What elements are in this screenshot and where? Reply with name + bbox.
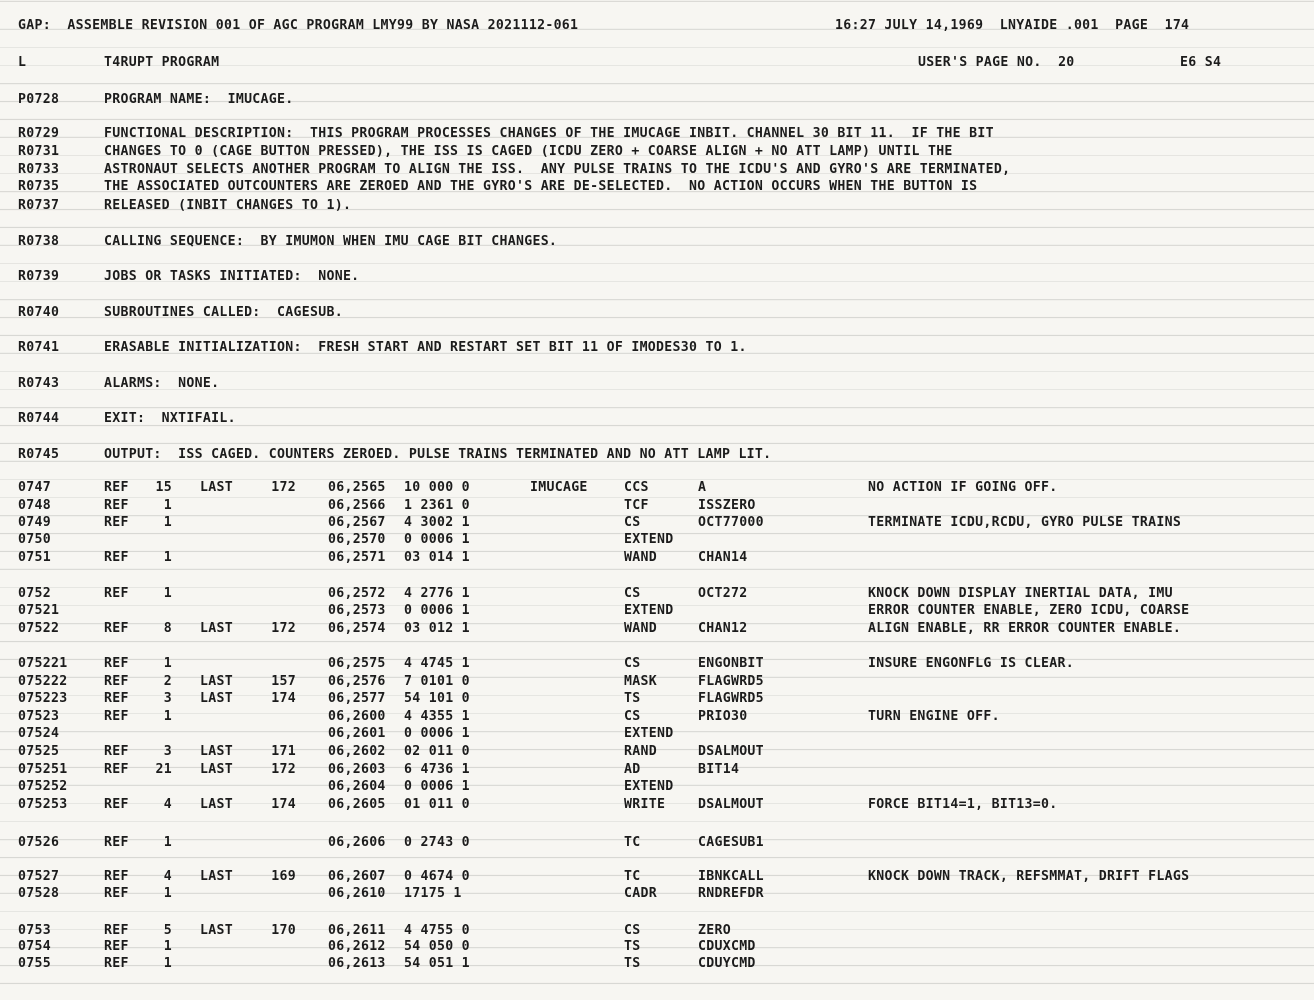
ref-tag: REF <box>104 886 129 901</box>
opcode: CADR <box>624 886 657 901</box>
listing-line-number: 0753 <box>18 923 51 938</box>
description-text: THE ASSOCIATED OUTCOUNTERS ARE ZEROED AND THE GYRO'S ARE DE-SELECTED. NO ACTION OCCURS WHEN THE BUTTON IS <box>104 179 978 194</box>
operand: OCT272 <box>698 586 748 601</box>
listing-row <box>0 938 1314 956</box>
description-line <box>0 375 1314 393</box>
ref-tag: REF <box>104 744 129 759</box>
opcode: EXTEND <box>624 726 674 741</box>
operand: DSALMOUT <box>698 744 764 759</box>
listing-line-number: 07528 <box>18 886 60 901</box>
ref-count: 1 <box>163 550 172 565</box>
opcode: TS <box>624 956 641 971</box>
memory-address: 06,2601 <box>328 726 386 741</box>
ref-tag: REF <box>104 498 129 513</box>
operand: CDUYCMD <box>698 956 756 971</box>
operand: ENGONBIT <box>698 656 764 671</box>
opcode: CS <box>624 515 641 530</box>
ref-count: 1 <box>163 515 172 530</box>
ref-tag: REF <box>104 674 129 689</box>
description-line <box>0 91 1314 109</box>
comment: KNOCK DOWN TRACK, REFSMMAT, DRIFT FLAGS <box>868 869 1190 884</box>
opcode: TS <box>624 691 641 706</box>
section-title: T4RUPT PROGRAM <box>104 55 220 70</box>
opcode: CS <box>624 586 641 601</box>
ref-count: 4 <box>163 869 172 884</box>
operand: DSALMOUT <box>698 797 764 812</box>
ref-count: 3 <box>163 744 172 759</box>
ref-tag: REF <box>104 621 129 636</box>
ref-count: 1 <box>163 498 172 513</box>
listing-row <box>0 761 1314 779</box>
line-number: R0735 <box>18 179 60 194</box>
operand: A <box>698 480 707 495</box>
last-tag: LAST <box>200 923 233 938</box>
description-text: PROGRAM NAME: IMUCAGE. <box>104 92 294 107</box>
opcode: MASK <box>624 674 657 689</box>
e6-marker: E6 S4 <box>1180 55 1222 70</box>
octal-word: 1 2361 0 <box>404 498 470 513</box>
octal-word: 03 012 1 <box>404 621 470 636</box>
listing-line-number: 0754 <box>18 939 51 954</box>
listing-line-number: 075222 <box>18 674 68 689</box>
listing-line-number: 075253 <box>18 797 68 812</box>
memory-address: 06,2610 <box>328 886 386 901</box>
comment: FORCE BIT14=1, BIT13=0. <box>868 797 1058 812</box>
octal-word: 4 4355 1 <box>404 709 470 724</box>
listing-row <box>0 479 1314 497</box>
listing-row <box>0 531 1314 549</box>
octal-word: 6 4736 1 <box>404 762 470 777</box>
octal-word: 03 014 1 <box>404 550 470 565</box>
operand: PRIO30 <box>698 709 748 724</box>
ref-count: 1 <box>163 835 172 850</box>
comment: TERMINATE ICDU,RCDU, GYRO PULSE TRAINS <box>868 515 1182 530</box>
octal-word: 7 0101 0 <box>404 674 470 689</box>
description-line <box>0 233 1314 251</box>
last-tag: LAST <box>200 621 233 636</box>
last-ref-page: 171 <box>271 744 296 759</box>
listing-line-number: 07527 <box>18 869 60 884</box>
octal-word: 0 0006 1 <box>404 726 470 741</box>
listing-row <box>0 673 1314 691</box>
listing-line-number: 0750 <box>18 532 51 547</box>
comment: ALIGN ENABLE, RR ERROR COUNTER ENABLE. <box>868 621 1182 636</box>
description-line <box>0 410 1314 428</box>
listing-line-number: 07526 <box>18 835 60 850</box>
listing-row <box>0 602 1314 620</box>
octal-word: 10 000 0 <box>404 480 470 495</box>
comment: TURN ENGINE OFF. <box>868 709 1000 724</box>
listing-row <box>0 796 1314 814</box>
symbol-label: IMUCAGE <box>530 480 588 495</box>
memory-address: 06,2607 <box>328 869 386 884</box>
opcode: TCF <box>624 498 649 513</box>
opcode: CS <box>624 656 641 671</box>
listing-row <box>0 655 1314 673</box>
memory-address: 06,2600 <box>328 709 386 724</box>
last-ref-page: 169 <box>271 869 296 884</box>
listing-row <box>0 885 1314 903</box>
last-tag: LAST <box>200 744 233 759</box>
ref-count: 1 <box>163 886 172 901</box>
comment: NO ACTION IF GOING OFF. <box>868 480 1058 495</box>
opcode: EXTEND <box>624 603 674 618</box>
ref-tag: REF <box>104 480 129 495</box>
last-tag: LAST <box>200 691 233 706</box>
subheader-line <box>0 54 1314 72</box>
description-line <box>0 268 1314 286</box>
ref-count: 4 <box>163 797 172 812</box>
ref-count: 15 <box>155 480 172 495</box>
ref-count: 1 <box>163 586 172 601</box>
listing-row <box>0 955 1314 973</box>
last-tag: LAST <box>200 762 233 777</box>
octal-word: 0 4674 0 <box>404 869 470 884</box>
octal-word: 4 2776 1 <box>404 586 470 601</box>
octal-word: 4 4745 1 <box>404 656 470 671</box>
ref-count: 1 <box>163 709 172 724</box>
description-text: ALARMS: NONE. <box>104 376 220 391</box>
listing-row <box>0 514 1314 532</box>
ref-tag: REF <box>104 709 129 724</box>
listing-line-number: 07524 <box>18 726 60 741</box>
line-number: R0740 <box>18 305 60 320</box>
description-text: EXIT: NXTIFAIL. <box>104 411 236 426</box>
description-text: ASTRONAUT SELECTS ANOTHER PROGRAM TO ALIGN THE ISS. ANY PULSE TRAINS TO THE ICDU'S AND GYRO'S ARE TERMINATED, <box>104 162 1011 177</box>
opcode: TC <box>624 835 641 850</box>
octal-word: 4 4755 0 <box>404 923 470 938</box>
description-line <box>0 197 1314 215</box>
line-number: R0733 <box>18 162 60 177</box>
listing-row <box>0 497 1314 515</box>
opcode: AD <box>624 762 641 777</box>
listing-line-number: 0747 <box>18 480 51 495</box>
operand: CAGESUB1 <box>698 835 764 850</box>
octal-word: 0 0006 1 <box>404 779 470 794</box>
listing-line-number: 075223 <box>18 691 68 706</box>
opcode: TC <box>624 869 641 884</box>
memory-address: 06,2572 <box>328 586 386 601</box>
listing-line-number: 0748 <box>18 498 51 513</box>
last-ref-page: 172 <box>271 480 296 495</box>
line-number: R0739 <box>18 269 60 284</box>
opcode: WAND <box>624 621 657 636</box>
memory-address: 06,2565 <box>328 480 386 495</box>
operand: IBNKCALL <box>698 869 764 884</box>
listing-line-number: 07522 <box>18 621 60 636</box>
listing-row <box>0 868 1314 886</box>
opcode: RAND <box>624 744 657 759</box>
description-line <box>0 143 1314 161</box>
ref-count: 21 <box>155 762 172 777</box>
description-line <box>0 178 1314 196</box>
description-text: JOBS OR TASKS INITIATED: NONE. <box>104 269 360 284</box>
operand: BIT14 <box>698 762 740 777</box>
ref-tag: REF <box>104 956 129 971</box>
assembly-title: GAP: ASSEMBLE REVISION 001 OF AGC PROGRAM LMY99 BY NASA 2021112-061 <box>18 18 579 33</box>
last-ref-page: 172 <box>271 762 296 777</box>
ref-tag: REF <box>104 586 129 601</box>
listing-line-number: 0755 <box>18 956 51 971</box>
ref-tag: REF <box>104 939 129 954</box>
last-ref-page: 172 <box>271 621 296 636</box>
memory-address: 06,2573 <box>328 603 386 618</box>
operand: ISSZERO <box>698 498 756 513</box>
description-text: SUBROUTINES CALLED: CAGESUB. <box>104 305 343 320</box>
memory-address: 06,2574 <box>328 621 386 636</box>
operand: CDUXCMD <box>698 939 756 954</box>
last-ref-page: 174 <box>271 797 296 812</box>
listing-row <box>0 620 1314 638</box>
operand: ZERO <box>698 923 731 938</box>
memory-address: 06,2567 <box>328 515 386 530</box>
opcode: CS <box>624 923 641 938</box>
comment: INSURE ENGONFLG IS CLEAR. <box>868 656 1074 671</box>
last-ref-page: 170 <box>271 923 296 938</box>
ref-tag: REF <box>104 515 129 530</box>
listing-line-number: 075221 <box>18 656 68 671</box>
line-number: R0741 <box>18 340 60 355</box>
listing-row <box>0 743 1314 761</box>
memory-address: 06,2575 <box>328 656 386 671</box>
memory-address: 06,2577 <box>328 691 386 706</box>
listing-row <box>0 778 1314 796</box>
octal-word: 0 0006 1 <box>404 603 470 618</box>
description-text: FUNCTIONAL DESCRIPTION: THIS PROGRAM PROCESSES CHANGES OF THE IMUCAGE INBIT. CHANNEL 30 BIT 11. IF THE BIT <box>104 126 994 141</box>
ref-tag: REF <box>104 835 129 850</box>
memory-address: 06,2570 <box>328 532 386 547</box>
listing-row <box>0 690 1314 708</box>
opcode: EXTEND <box>624 532 674 547</box>
header-line <box>0 17 1314 35</box>
description-line <box>0 304 1314 322</box>
octal-word: 54 051 1 <box>404 956 470 971</box>
opcode: TS <box>624 939 641 954</box>
opcode: EXTEND <box>624 779 674 794</box>
listing-row <box>0 585 1314 603</box>
listing-line-number: 075252 <box>18 779 68 794</box>
description-line <box>0 125 1314 143</box>
memory-address: 06,2612 <box>328 939 386 954</box>
octal-word: 4 3002 1 <box>404 515 470 530</box>
operand: RNDREFDR <box>698 886 764 901</box>
opcode: WAND <box>624 550 657 565</box>
operand: OCT77000 <box>698 515 764 530</box>
memory-address: 06,2605 <box>328 797 386 812</box>
listing-line-number: 07523 <box>18 709 60 724</box>
line-number: R0745 <box>18 447 60 462</box>
ref-tag: REF <box>104 923 129 938</box>
last-tag: LAST <box>200 869 233 884</box>
assembly-timestamp: 16:27 JULY 14,1969 LNYAIDE .001 PAGE 174 <box>835 18 1190 33</box>
opcode: WRITE <box>624 797 666 812</box>
octal-word: 54 050 0 <box>404 939 470 954</box>
memory-address: 06,2571 <box>328 550 386 565</box>
listing-row <box>0 549 1314 567</box>
listing-line-number: 075251 <box>18 762 68 777</box>
octal-word: 01 011 0 <box>404 797 470 812</box>
octal-word: 17175 1 <box>404 886 462 901</box>
ref-count: 3 <box>163 691 172 706</box>
operand: CHAN14 <box>698 550 748 565</box>
ref-count: 1 <box>163 656 172 671</box>
user-page-number: USER'S PAGE NO. 20 <box>918 55 1075 70</box>
ref-tag: REF <box>104 550 129 565</box>
description-line <box>0 446 1314 464</box>
line-number: R0744 <box>18 411 60 426</box>
listing-line-number: 07521 <box>18 603 60 618</box>
ref-tag: REF <box>104 656 129 671</box>
memory-address: 06,2576 <box>328 674 386 689</box>
memory-address: 06,2566 <box>328 498 386 513</box>
last-tag: LAST <box>200 674 233 689</box>
opcode: CS <box>624 709 641 724</box>
octal-word: 54 101 0 <box>404 691 470 706</box>
description-text: CHANGES TO 0 (CAGE BUTTON PRESSED), THE ISS IS CAGED (ICDU ZERO + COARSE ALIGN + NO ATT LAMP) UNTIL THE <box>104 144 953 159</box>
memory-address: 06,2606 <box>328 835 386 850</box>
comment: ERROR COUNTER ENABLE, ZERO ICDU, COARSE <box>868 603 1190 618</box>
ref-count: 1 <box>163 956 172 971</box>
last-tag: LAST <box>200 797 233 812</box>
description-text: CALLING SEQUENCE: BY IMUMON WHEN IMU CAGE BIT CHANGES. <box>104 234 558 249</box>
ref-count: 8 <box>163 621 172 636</box>
opcode: CCS <box>624 480 649 495</box>
listing-line-number: 07525 <box>18 744 60 759</box>
description-text: ERASABLE INITIALIZATION: FRESH START AND RESTART SET BIT 11 OF IMODES30 TO 1. <box>104 340 747 355</box>
listing-line-number: 0749 <box>18 515 51 530</box>
line-number: R0738 <box>18 234 60 249</box>
operand: CHAN12 <box>698 621 748 636</box>
memory-address: 06,2604 <box>328 779 386 794</box>
line-number: R0731 <box>18 144 60 159</box>
description-line <box>0 161 1314 179</box>
line-number: R0737 <box>18 198 60 213</box>
octal-word: 02 011 0 <box>404 744 470 759</box>
memory-address: 06,2613 <box>328 956 386 971</box>
ref-count: 5 <box>163 923 172 938</box>
octal-word: 0 0006 1 <box>404 532 470 547</box>
listing-line-number: 0752 <box>18 586 51 601</box>
memory-address: 06,2603 <box>328 762 386 777</box>
ref-tag: REF <box>104 762 129 777</box>
octal-word: 0 2743 0 <box>404 835 470 850</box>
ref-count: 1 <box>163 939 172 954</box>
description-text: OUTPUT: ISS CAGED. COUNTERS ZEROED. PULSE TRAINS TERMINATED AND NO ATT LAMP LIT. <box>104 447 772 462</box>
memory-address: 06,2611 <box>328 923 386 938</box>
last-tag: LAST <box>200 480 233 495</box>
ref-tag: REF <box>104 797 129 812</box>
listing-line-number: 0751 <box>18 550 51 565</box>
comment: KNOCK DOWN DISPLAY INERTIAL DATA, IMU <box>868 586 1173 601</box>
listing-row <box>0 834 1314 852</box>
operand: FLAGWRD5 <box>698 691 764 706</box>
listing-row <box>0 708 1314 726</box>
last-ref-page: 174 <box>271 691 296 706</box>
listing-row <box>0 725 1314 743</box>
line-number: P0728 <box>18 92 60 107</box>
description-text: RELEASED (INBIT CHANGES TO 1). <box>104 198 352 213</box>
line-number: R0729 <box>18 126 60 141</box>
operand: FLAGWRD5 <box>698 674 764 689</box>
ref-tag: REF <box>104 691 129 706</box>
description-line <box>0 339 1314 357</box>
ref-count: 2 <box>163 674 172 689</box>
column-marker: L <box>18 55 27 70</box>
last-ref-page: 157 <box>271 674 296 689</box>
ref-tag: REF <box>104 869 129 884</box>
memory-address: 06,2602 <box>328 744 386 759</box>
line-number: R0743 <box>18 376 60 391</box>
